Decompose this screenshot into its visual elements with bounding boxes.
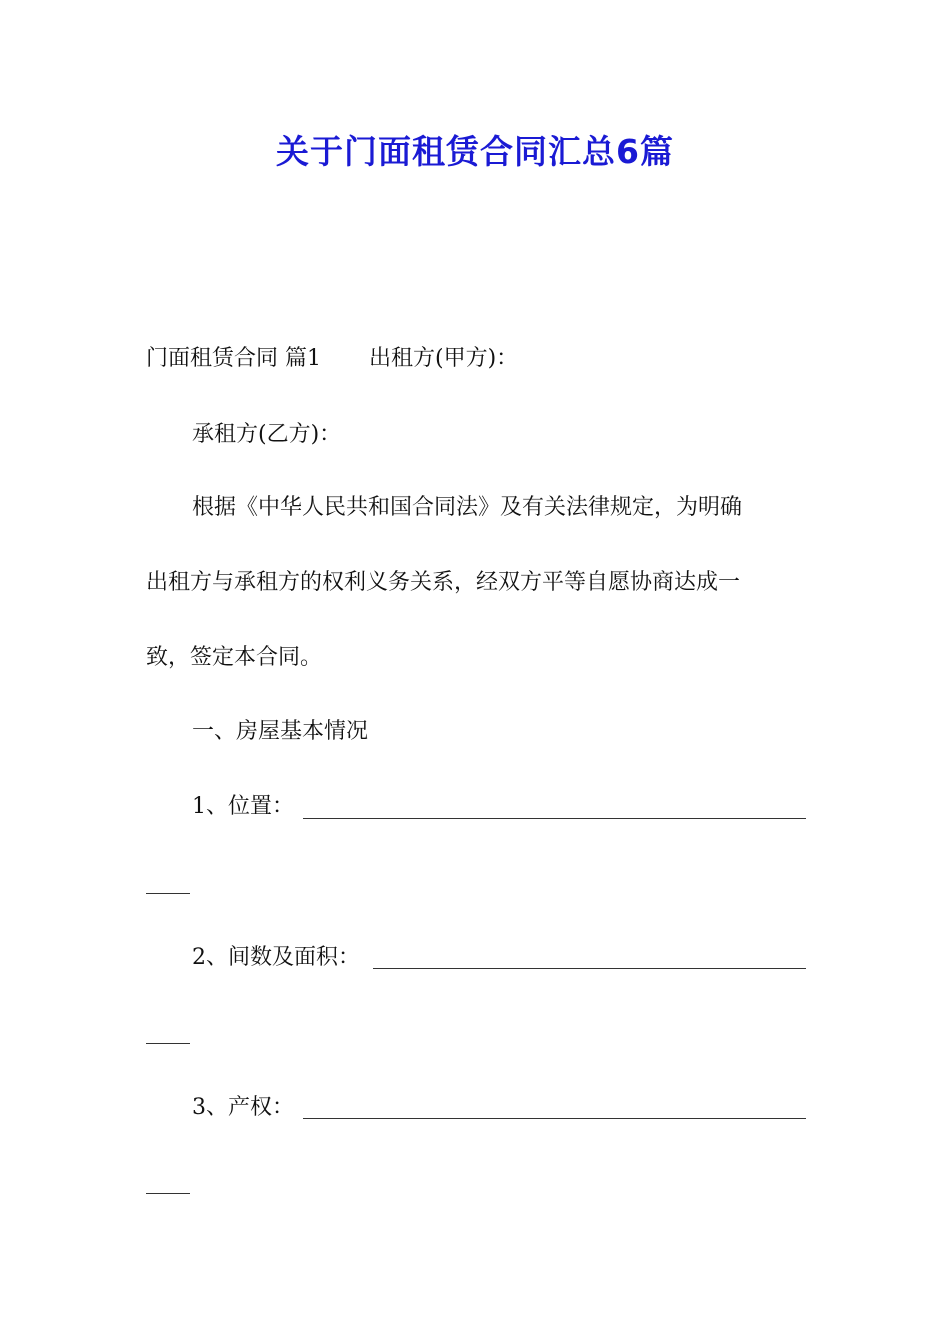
item-rooms-area-label: 2、间数及面积： bbox=[192, 945, 360, 970]
lessee-label: 承租方(乙方)： bbox=[192, 422, 342, 447]
intro-paragraph-line-3: 致，签定本合同。 bbox=[146, 645, 323, 670]
ownership-fill-line-continued bbox=[146, 1193, 190, 1194]
item-ownership-label: 3、产权： bbox=[192, 1095, 294, 1120]
intro-paragraph-line-1: 根据《中华人民共和国合同法》及有关法律规定，为明确 bbox=[192, 495, 743, 520]
intro-paragraph-line-2: 出租方与承租方的权利义务关系，经双方平等自愿协商达成一 bbox=[146, 570, 741, 595]
location-fill-line-continued bbox=[146, 893, 190, 894]
section-heading-property: 一、房屋基本情况 bbox=[192, 719, 369, 744]
lessor-label: 出租方(甲方)： bbox=[369, 346, 519, 371]
document-title: 关于门面租赁合同汇总6篇 bbox=[276, 132, 674, 171]
contract-heading: 门面租赁合同 篇1 bbox=[146, 346, 321, 371]
rooms-area-fill-line bbox=[373, 968, 806, 969]
rooms-area-fill-line-continued bbox=[146, 1043, 190, 1044]
item-location-label: 1、位置： bbox=[192, 794, 294, 819]
heading-row bbox=[146, 343, 518, 375]
ownership-fill-line bbox=[303, 1118, 806, 1119]
location-fill-line bbox=[303, 818, 806, 819]
